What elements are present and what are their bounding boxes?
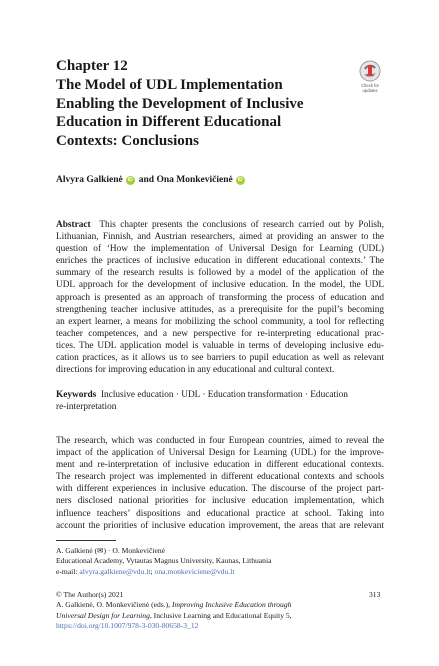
- footnote-divider: [56, 540, 116, 541]
- citation-line: [56, 621, 386, 631]
- body-line: ment and re-interpretation of inclusive education in different educational contexts.: [56, 460, 384, 471]
- chapter-title-line: Education in Different Educational: [56, 114, 282, 130]
- body-line: impact of the application of Universal Design for Learning (UDL) for the improve-: [56, 448, 384, 459]
- body-line: The research project was implemented in different educational contexts and schools: [56, 472, 384, 483]
- abstract: [56, 219, 384, 376]
- abstract-line: cation practices, as it allows us to see barriers to pupil education as well as relevant: [56, 353, 384, 364]
- footnote-authors: A. Galkienė (✉) · O. Monkevičienė: [56, 546, 166, 555]
- keywords-line: re-interpretation: [56, 402, 117, 413]
- chapter-title-line: Contexts: Conclusions: [56, 132, 199, 149]
- chapter-title-line: Enabling the Development of Inclusive: [56, 95, 304, 112]
- abstract-line: strengthening teacher inclusive attitudes, as a prerequisite for the pupil’s becoming: [56, 304, 384, 315]
- abstract-line: approach is presented as an approach of transforming the process of education and: [56, 292, 384, 303]
- doi-link[interactable]: https://doi.org/10.1007/978-3-030-80658-3_12: [56, 620, 199, 630]
- email-prefix: e-mail:: [56, 566, 78, 576]
- body-line: influence teachers’ dispositions and educational practice at school. Taking into: [56, 508, 384, 519]
- copyright-line: © The Author(s) 2021: [56, 590, 124, 599]
- author-connector: and: [138, 175, 155, 185]
- abstract-line: enriches the practices of inclusive education in different educational contexts.’ The: [56, 256, 384, 267]
- orcid-icon[interactable]: iD: [127, 176, 133, 183]
- abstract-label: Abstract: [56, 220, 91, 230]
- abstract-line: UDL approach for the development of inclusive education. In the model, the UDL: [56, 280, 384, 291]
- abstract-line: Lithuanian, Finnish, and Austrian researchers, aimed at providing an answer to the: [56, 232, 384, 243]
- book-title: Improving Inclusive Education through: [172, 600, 292, 610]
- keywords-label: Keywords: [56, 390, 97, 400]
- chapter-label: Chapter 12: [56, 58, 128, 74]
- check-for-updates-badge[interactable]: [355, 60, 385, 96]
- abstract-line: an expert learner, a means for mobilizing the school community, a tool for reflecting: [56, 316, 384, 327]
- body-line: account the priorities of inclusive education improvement, the areas that are relevant: [56, 520, 384, 531]
- body-line: ners disclosed national priorities for inclusive education implementation, which: [56, 496, 384, 507]
- body-line: with different experiences in inclusive education. The discourse of the project part-: [56, 484, 384, 495]
- page-number: 313: [369, 590, 381, 599]
- body-paragraph: [56, 435, 384, 532]
- chapter-title-line: The Model of UDL Implementation: [56, 77, 283, 93]
- keywords-line: Keywords Inclusive education · UDL · Education transformation · Education: [56, 390, 348, 400]
- abstract-line: tices. The UDL application model is valuable in terms of developing inclusive edu-: [56, 340, 384, 351]
- body-line: The research, which was conducted in four European countries, aimed to reveal the: [56, 436, 384, 446]
- abstract-line: directions for improving education in any educational and cultural context.: [56, 365, 335, 376]
- orcid-icon[interactable]: iD: [237, 176, 243, 183]
- citation-line: A. Galkienė, O. Monkevičienė (eds.), Improving Inclusive Education through: [56, 600, 292, 610]
- book-title: Universal Design for Learning: [56, 610, 150, 620]
- abstract-line: Abstract This chapter presents the conclusions of research carried out by Polish,: [56, 220, 384, 230]
- email-link[interactable]: ona.monkeviciene@vdu.lt: [154, 566, 235, 576]
- check-for-updates-icon: [359, 60, 381, 82]
- email-link[interactable]: alvyra.galkiene@vdu.lt: [79, 566, 151, 576]
- keywords: [56, 389, 384, 413]
- citation-line: Universal Design for Learning, Inclusive Learning and Educational Equity 5,: [56, 610, 292, 620]
- imprint: [56, 590, 386, 631]
- author-name: Alvyra Galkienė: [56, 175, 123, 185]
- chapter-title: [56, 76, 356, 150]
- footnote-affiliation: Educational Academy, Vytautas Magnus University, Kaunas, Lithuania: [56, 556, 272, 566]
- footnote-emails: e-mail: alvyra.galkiene@vdu.lt; ona.monkeviciene@vdu.lt: [56, 566, 235, 576]
- abstract-line: question of ‘How the implementation of Universal Design for Learning (UDL): [56, 244, 384, 255]
- abstract-line: teacher competences, and a new perspective for re-interpreting educational prac-: [56, 328, 384, 339]
- author-footnote: [56, 546, 386, 577]
- author-line: [56, 175, 249, 185]
- abstract-line: summary of the research results is followed by a model of the application of the: [56, 268, 384, 279]
- author-name: Ona Monkevičienė: [156, 175, 233, 185]
- badge-text: Check for updates: [361, 83, 379, 93]
